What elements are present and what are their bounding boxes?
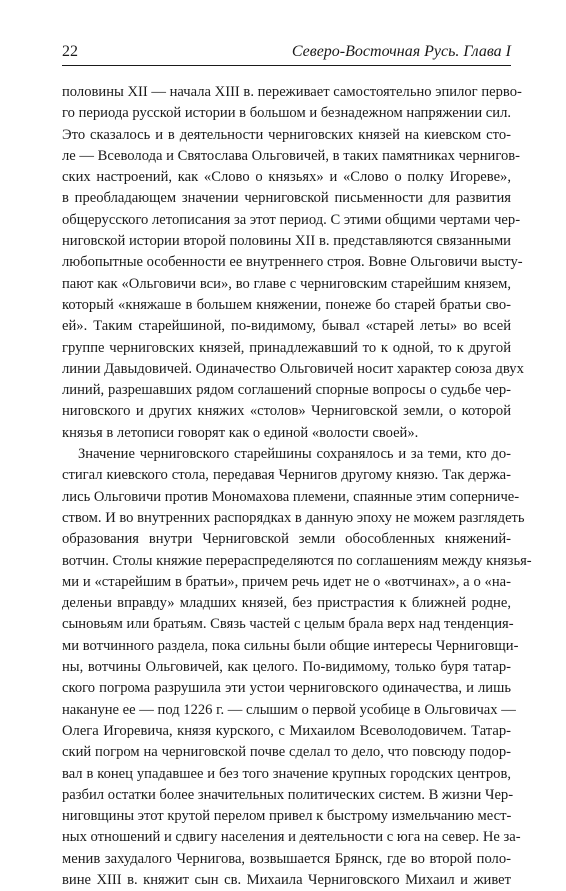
text-line: вине XIII в. княжит сын св. Михаила Черниговского Михаил и живет (62, 871, 511, 888)
text-line: линии Давыдовичей. Одиначество Ольговичей носит характер союза двух (62, 360, 524, 377)
text-line: накануне ее — под 1226 г. — слышим о первой усобице в Ольговичах — (62, 701, 516, 718)
header-rule (62, 65, 511, 66)
text-line: разбил остатки более значительных политических систем. В жизни Чер- (62, 786, 514, 803)
text-line: вотчин. Столы княжие перераспределяются по соглашениям между князья- (62, 552, 532, 569)
text-line: общерусского летописания за этот период. С этими общими чертами чер- (62, 211, 521, 228)
text-line: сыновьям или братьям. Связь частей с целым брала верх над тенденция- (62, 616, 514, 633)
paragraph-last-line: князья в летописи говорят как о единой «волости своей». (62, 424, 419, 441)
chapter-title: Северо-Восточная Русь. Глава I (291, 43, 511, 60)
text-line: ниговщины этот крутой перелом привел к быстрому измельчанию мест- (62, 808, 512, 825)
text-line: стигал киевского стола, передавая Чернигов другому князю. Так держа- (62, 467, 511, 484)
text-line: вал в конец упадавшее и без того значение крупных городских центров, (62, 765, 511, 782)
text-line: образования внутри Черниговской земли обособленных княжений- (62, 531, 511, 548)
text-line: ны, вотчины Ольговичей, как целого. По-видимому, только буря татар- (62, 659, 511, 676)
text-line: в преобладающем значении черниговской письменности для развития (62, 190, 511, 207)
text-line: который «княжаше в большем княжении, понеже бо старей братьи сво- (62, 296, 511, 313)
text-line: пают как «Ольговичи вси», во главе с черниговским старейшим князем, (62, 275, 511, 292)
text-line: го периода русской истории в большом и безнадежном напряжении сил. (62, 105, 512, 122)
running-head (62, 40, 511, 64)
text-line: ми вотчинного раздела, пока сильны были общие интересы Черниговщи- (62, 637, 519, 654)
text-line: ский погром на черниговской почве сделал то дело, что повсюду подор- (62, 744, 511, 761)
text-line: ством. И во внутренних распорядках в данную эпоху не можем разглядеть (62, 509, 525, 526)
text-line: ских настроений, как «Слово о князьях» и «Слово о полку Игореве», (62, 169, 511, 186)
text-line: ных отношений и сдвигу населения и деятельности с юга на север. Не за- (62, 829, 521, 846)
text-line: линий, разрешавших рядом соглашений спорные вопросы о судьбе чер- (62, 382, 511, 399)
text-line: половины XII — начала XIII в. переживает самостоятельно эпилог перво- (62, 84, 522, 100)
body-text (62, 82, 532, 891)
text-line: деленьи вправду» младших князей, без пристрастия к ближней родне, (62, 595, 511, 612)
text-line: ского погрома разрушила эти устои черниговского одиначества, и лишь (62, 680, 511, 697)
text-line: ми и «старейшим в братьи», причем речь идет не о «вотчинах», а о «на- (62, 573, 511, 590)
text-line: любопытные особенности ее внутреннего строя. Вовне Ольговичи высту- (62, 254, 523, 271)
paragraph-first-line: Значение черниговского старейшины сохранялось и за теми, кто до- (78, 446, 511, 463)
text-line: ей». Таким старейшиной, по-видимому, бывал «старей леты» во всей (62, 318, 511, 335)
text-line: ниговского и других княжих «столов» Черниговской земли, о которой (62, 403, 511, 420)
page-number: 22 (62, 43, 78, 60)
text-line: ле — Всеволода и Святослава Ольговичей, в таких памятниках чернигов- (62, 147, 520, 164)
text-line: менив захудалого Чернигова, возвышается Брянск, где во второй поло- (62, 850, 511, 867)
text-line: лись Ольговичи против Мономахова племени, спаянные этим соперниче- (62, 488, 520, 505)
text-line: ниговской истории второй половины XII в. представляются связанными (62, 233, 511, 250)
text-line: Это сказалось и в деятельности черниговских князей на киевском сто- (62, 126, 511, 143)
text-line: Олега Игоревича, князя курского, с Михаилом Всеволодовичем. Татар- (62, 722, 511, 739)
text-line: группе черниговских князей, принадлежавший то к одной, то к другой (62, 339, 511, 356)
